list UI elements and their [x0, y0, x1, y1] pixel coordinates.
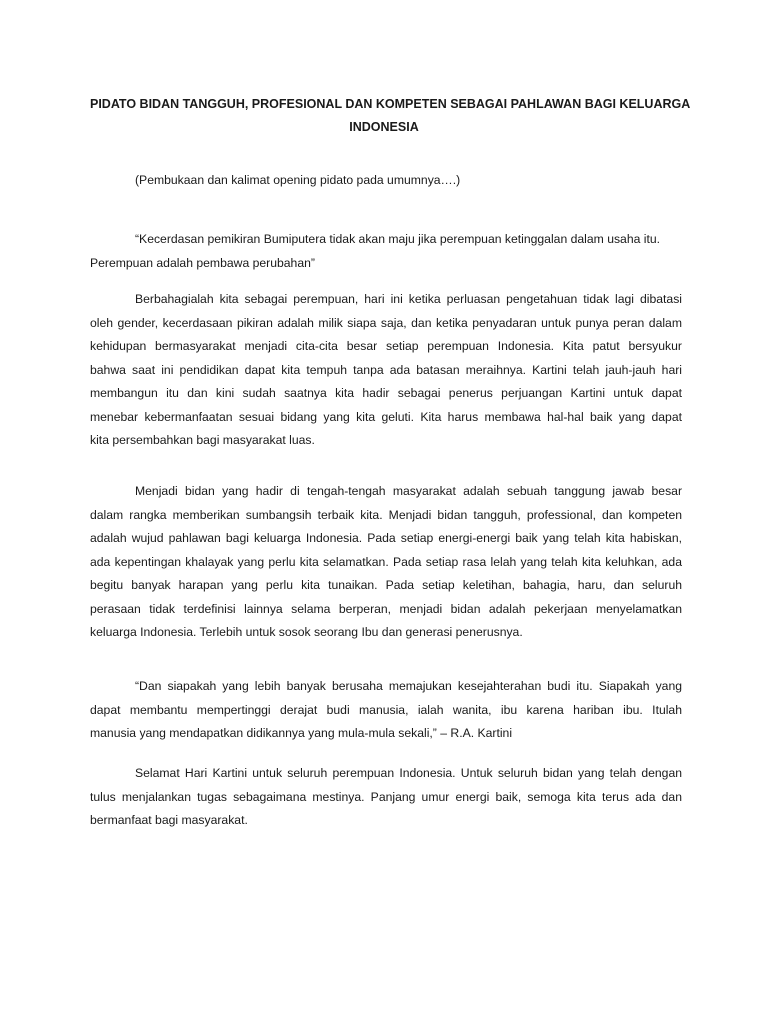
text-line: kehidupan bermasyarakat menjadi cita-cita besar setiap perempuan Indonesia. Kita patut bersyukur — [90, 339, 682, 353]
body-paragraph — [90, 480, 682, 645]
title-line: INDONESIA — [349, 120, 419, 134]
title-line: PIDATO BIDAN TANGGUH, PROFESIONAL DAN KOMPETEN SEBAGAI PAHLAWAN BAGI KELUARGA — [90, 97, 691, 111]
text-line: “Dan siapakah yang lebih banyak berusaha memajukan kesejahterahan budi itu. Siapakah yang — [135, 679, 682, 693]
kartini-quote-paragraph — [90, 675, 682, 746]
text-line: manusia yang mendapatkan didikannya yang mula-mula sekali,” – R.A. Kartini — [90, 726, 513, 740]
text-line: Selamat Hari Kartini untuk seluruh perempuan Indonesia. Untuk seluruh bidan yang telah dengan — [135, 766, 682, 780]
text-line: “Kecerdasan pemikiran Bumiputera tidak akan maju jika perempuan ketinggalan dalam usaha itu. — [135, 232, 661, 246]
text-line: adalah wujud pahlawan bagi keluarga Indonesia. Pada setiap energi-energi baik yang telah kita habiskan, — [90, 531, 682, 545]
text-line: membangun itu dan kini sudah saatnya kita hadir sebagai penerus perjuangan Kartini untuk dapat — [90, 386, 682, 400]
text-line: menebar kebermanfaatan sesuai bidang yang kita geluti. Kita harus membawa hal-hal baik yang dapat — [90, 409, 682, 424]
text-line: Berbahagialah kita sebagai perempuan, hari ini ketika perluasan pengetahuan tidak lagi dibatasi — [135, 292, 682, 306]
text-line: keluarga Indonesia. Terlebih untuk sosok seorang Ibu dan generasi penerusnya. — [90, 625, 523, 639]
closing-paragraph — [90, 762, 682, 833]
text-line: ada kepentingan khalayak yang perlu kita selamatkan. Pada setiap rasa lelah yang telah kita keluhkan, ada — [90, 554, 682, 569]
text-line: (Pembukaan dan kalimat opening pidato pada umumnya….) — [135, 173, 461, 187]
document-title — [90, 93, 691, 139]
text-line: tulus menjalankan tugas sebagaimana mestinya. Panjang umur energi baik, semoga kita terus ada dan — [90, 789, 682, 804]
text-line: begitu banyak harapan yang perlu kita tunaikan. Pada setiap keletihan, bahagia, haru, dan seluruh — [90, 578, 682, 592]
body-paragraph — [90, 288, 682, 453]
text-line: Perempuan adalah pembawa perubahan” — [90, 255, 315, 270]
text-line: oleh gender, kecerdasaan pikiran adalah milik siapa saja, dan ketika penyadaran untuk punya peran dalam — [90, 315, 682, 330]
text-line: Menjadi bidan yang hadir di tengah-tengah masyarakat adalah sebuah tanggung jawab besar — [135, 484, 682, 498]
text-line: perasaan tidak terdefinisi lainnya selama berperan, menjadi bidan adalah pekerjaan menyelamatkan — [90, 601, 682, 616]
opening-paragraph — [90, 169, 682, 193]
text-line: bermanfaat bagi masyarakat. — [90, 813, 248, 827]
kartini-quote-paragraph — [90, 228, 682, 275]
text-line: bahwa saat ini pendidikan dapat kita tempuh tanpa ada batasan meraihnya. Kartini telah jauh-jauh hari — [90, 362, 682, 377]
text-line: dalam rangka memberikan sumbangsih terbaik kita. Menjadi bidan tangguh, professional, dan kompeten — [90, 507, 682, 522]
text-line: dapat membantu mempertinggi derajat budi manusia, ialah wanita, ibu karena hariban ibu. Itulah — [90, 702, 682, 717]
text-line: kita persembahkan bagi masyarakat luas. — [90, 433, 315, 447]
